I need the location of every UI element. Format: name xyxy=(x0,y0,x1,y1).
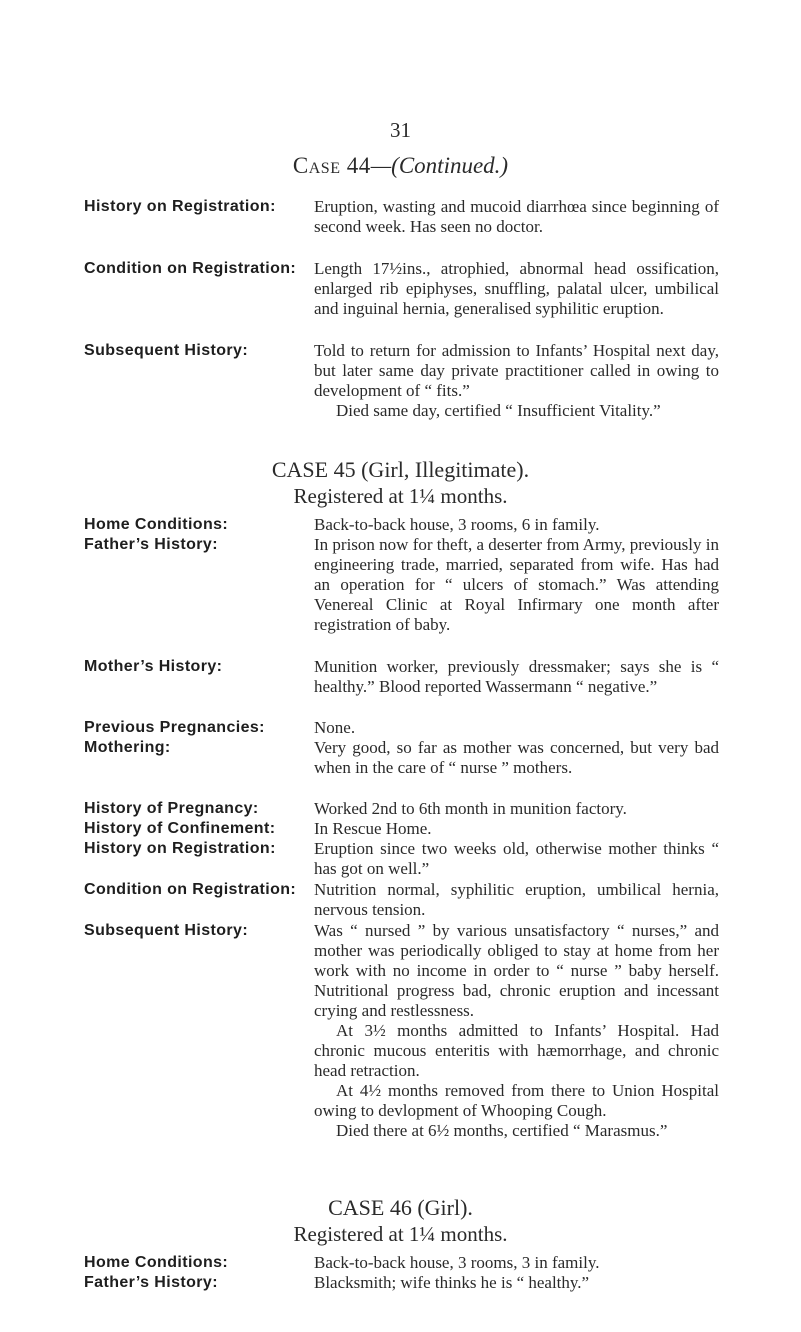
case-45-registered: Registered at 1¼ months. xyxy=(293,484,508,508)
case-45-heading: CASE 45 (Girl, Illegitimate). xyxy=(271,457,530,482)
label-home-conditions: Home Conditions: xyxy=(84,516,229,533)
label-mothering: Mothering: xyxy=(84,739,171,756)
label-condition-registration-45: Condition on Registration: xyxy=(84,881,297,898)
case-46-home-conditions: Back-to-back house, 3 rooms, 3 in family. xyxy=(314,1253,600,1272)
label-subsequent-history: Subsequent History: xyxy=(84,342,249,359)
case-44-continued: —(Continued.) xyxy=(370,153,509,178)
case-45-mothering: Very good, so far as mother was concerned, but very bad when in the care of “ nurse ” mothers. xyxy=(314,738,719,777)
case-45-previous-pregnancies: None. xyxy=(314,718,356,737)
case-46-fathers-history: Blacksmith; wife thinks he is “ healthy.” xyxy=(314,1273,590,1292)
label-home-conditions-46: Home Conditions: xyxy=(84,1254,229,1271)
case-45-mothers-history: Munition worker, previously dressmaker; says she is “ healthy.” Blood reported Wassermann “ negative.” xyxy=(314,657,719,696)
case-44-subsequent-para-2: Died same day, certified “ Insufficient Vitality.” xyxy=(336,401,661,420)
case-44-title: Case 44 xyxy=(292,153,371,178)
case-46-heading: CASE 46 (Girl). xyxy=(328,1195,473,1220)
case-45-home-conditions: Back-to-back house, 3 rooms, 6 in family. xyxy=(314,515,600,534)
case-45-fathers-history: In prison now for theft, a deserter from Army, previously in engineering trade, married, separated from wife. Has had an operation for “ ulcers of stomach.” Was attending Venereal Clinic at Royal Infirmary one month after registration of baby. xyxy=(314,535,719,634)
label-history-confinement: History of Confinement: xyxy=(84,820,276,837)
case-45-history-registration: Eruption since two weeks old, otherwise mother thinks “ has got on well.” xyxy=(314,839,719,878)
label-history-registration-45: History on Registration: xyxy=(84,840,276,857)
case-45-history-pregnancy: Worked 2nd to 6th month in munition factory. xyxy=(314,799,627,818)
label-condition-registration: Condition on Registration: xyxy=(84,260,297,277)
case-45-condition-registration: Nutrition normal, syphilitic eruption, umbilical hernia, nervous tension. xyxy=(314,880,719,919)
case-45-subsequent-para-4: Died there at 6½ months, certified “ Marasmus.” xyxy=(336,1121,668,1140)
case-45-subsequent-history xyxy=(314,921,719,1141)
label-subsequent-history-45: Subsequent History: xyxy=(84,922,249,939)
case-46-registered: Registered at 1¼ months. xyxy=(293,1222,508,1246)
label-mothers-history: Mother’s History: xyxy=(84,658,223,675)
case-44-condition-registration: Length 17½ins., atrophied, abnormal head ossification, enlarged rib epiphyses, snuffling, palatal ulcer, umbilical and inguinal hernia, generalised syphilitic eruption. xyxy=(314,259,719,318)
label-fathers-history-46: Father’s History: xyxy=(84,1274,218,1291)
case-45-subsequent-para-2: At 3½ months admitted to Infants’ Hospital. Had chronic mucous enteritis with hæmorrhage, and chronic head retraction. xyxy=(314,1021,719,1080)
label-previous-pregnancies: Previous Pregnancies: xyxy=(84,719,265,736)
case-45-history-confinement: In Rescue Home. xyxy=(314,819,432,838)
label-history-registration: History on Registration: xyxy=(84,198,276,215)
page-number: 31 xyxy=(390,118,411,142)
case-44-heading xyxy=(0,153,801,179)
case-44-subsequent-history xyxy=(314,341,719,421)
case-44-subsequent-para-1: Told to return for admission to Infants’ Hospital next day, but later same day private practitioner called in owing to development of “ fits.” xyxy=(314,341,719,400)
case-45-subsequent-para-1: Was “ nursed ” by various unsatisfactory “ nurses,” and mother was periodically obliged to stay at home from her work with no income in order to “ nurse ” baby herself. Nutritional progress bad, chronic eruption and incessant crying and restlessness. xyxy=(314,921,719,1020)
case-45-subsequent-para-3: At 4½ months removed from there to Union Hospital owing to devlopment of Whooping Cough. xyxy=(314,1081,719,1120)
case-44-history-registration: Eruption, wasting and mucoid diarrhœa since beginning of second week. Has seen no doctor. xyxy=(314,197,719,236)
label-fathers-history: Father’s History: xyxy=(84,536,218,553)
label-history-pregnancy: History of Pregnancy: xyxy=(84,800,259,817)
